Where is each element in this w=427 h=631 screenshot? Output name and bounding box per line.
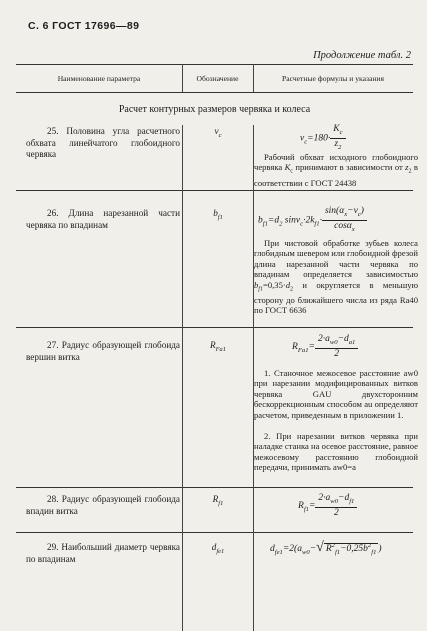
param-row-26: 26. Длина нарезанной части червяка по впадинам [26, 208, 180, 230]
note-row-25: Рабочий обхват исходного глобоидного червяка $K_c$ принимают в зависимости от $z_2$ в соответствии с ГОСТ 24438 [254, 152, 418, 188]
note-row-27-1: 1. Станочное межосевое расстояние aw0 при нарезании модифицированных витков червяка GAU двухсторонним бескоррекционным способом au определяют расчетом, приведенным в приложении 1. [254, 368, 418, 420]
column-separator [182, 125, 183, 631]
note-row-26: При чистовой обработке зубьев колеса глобидным шевером или глобоидной фрезой длина нарезанной части червяка по впадинам определяется зависимостью $b_{f1}=0,35\cdot d_2$ и округляется в меньшую сторону до ближайшего числа из ряда Ra40 по ГОСТ 6636 [254, 238, 418, 316]
symbol-row-28: $R_{f1}$ [212, 494, 224, 507]
row-divider [16, 487, 413, 488]
column-header-formulas: Расчетные формулы и указания [282, 74, 384, 83]
row-divider [16, 532, 413, 533]
formula-row-25: $\nu_c=180\cdot$ $\frac{K_c}{z_2}$ [300, 124, 346, 153]
table-header-rule [16, 92, 413, 93]
note-row-27-2: 2. При нарезании витков червяка при наладке станка на осевое расстояние, равное межосевому расстоянию глобоидной передачи, принимать aw0=a [254, 431, 418, 473]
table-continuation-label: Продолжение табл. 2 [313, 50, 411, 61]
symbol-row-25: $\nu_c$ [214, 126, 222, 139]
symbol-row-27: $R_{Fa1}$ [210, 340, 226, 353]
row-divider [16, 327, 413, 328]
symbol-row-26: $b_{f1}$ [213, 208, 223, 221]
formula-row-26: $b_{f1}=d_2$ $\sin\nu_c\cdot 2k_{f1}\cdot$ $\frac{\sin(\alpha_x-\nu_c)}{\cos\alpha_x}$ [258, 206, 367, 235]
param-row-25: 25. Половина угла расчетного обхвата линейчатого глобоидного червяка [26, 126, 180, 159]
param-row-28: 28. Радиус образующей глобоида впадин витка [26, 494, 180, 516]
symbol-row-29: $d_{fe1}$ [211, 542, 225, 555]
column-header-parameter: Наименование параметра [57, 74, 141, 83]
page-header-left: С. 6 ГОСТ 17696—89 [28, 20, 140, 32]
row-divider [16, 190, 413, 191]
table-top-rule [16, 64, 413, 65]
param-row-29: 29. Наибольший диаметр червяка по впадинам [26, 542, 180, 564]
section-title: Расчет контурных размеров червяка и колеса [118, 104, 311, 115]
column-header-symbol: Обозначение [196, 74, 239, 83]
formula-row-28: $R_{f1}=$ $\frac{2\cdot a_{w0}-d_{f1}}{2}$ [298, 493, 357, 519]
param-row-27: 27. Радиус образующей глобоида вершин витка [26, 340, 180, 362]
formula-row-27: $R_{Fa1}=$ $\frac{2\cdot a_{w0}-d_{a1}}{2}$ [292, 334, 358, 360]
formula-row-29: $d_{fe1}=2(a_{w0}-√$ $R^2_{f1}-0,25b^2_{f1}$ ) [270, 540, 382, 556]
